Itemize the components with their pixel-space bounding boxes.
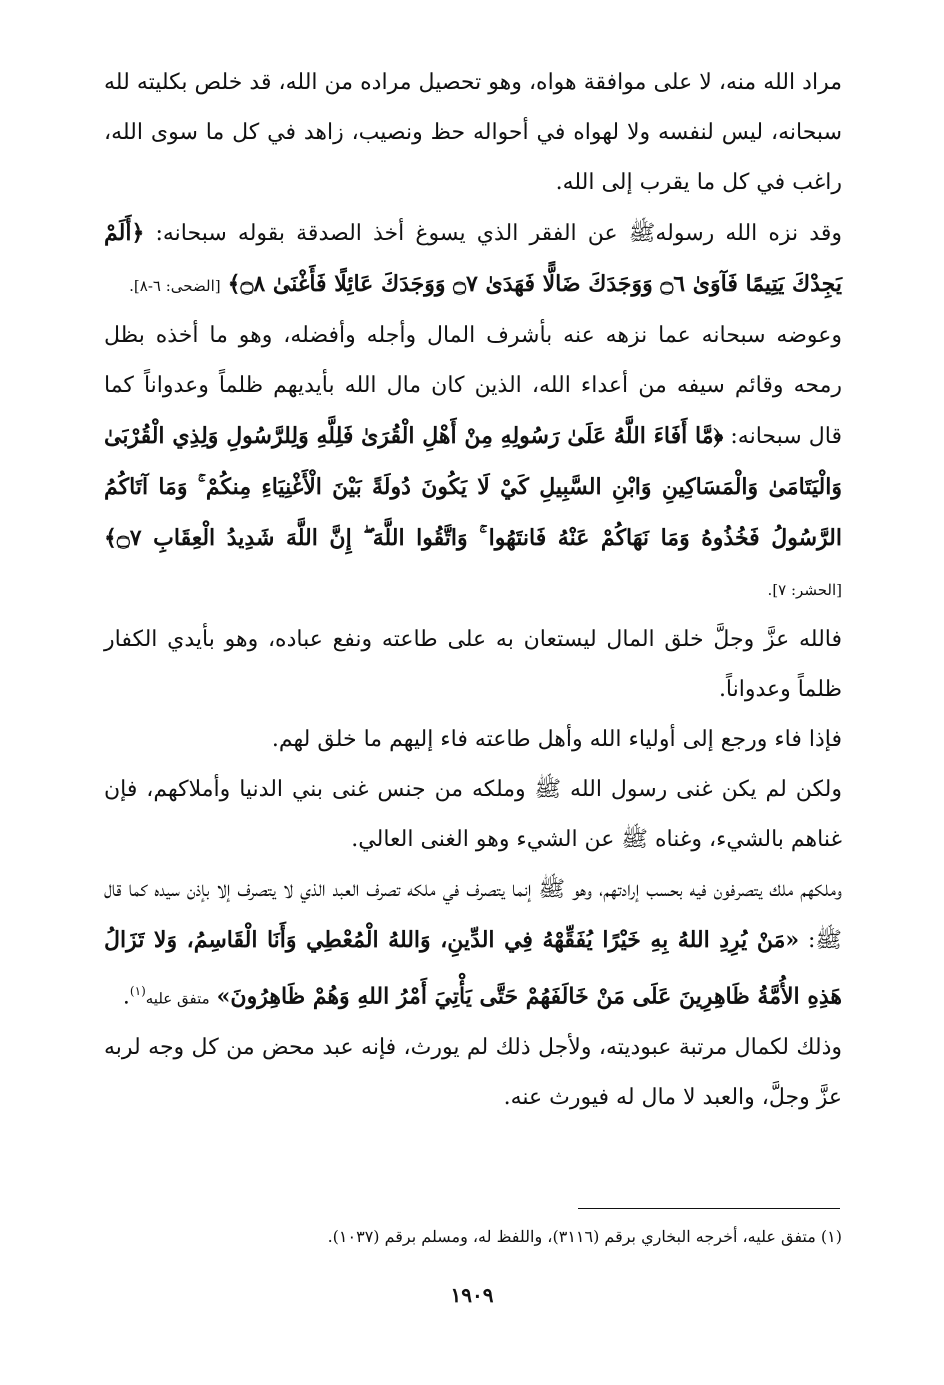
paragraph-3-text: وعوضه سبحانه عما نزهه عنه بأشرف المال وأجله وأفضله، وهو ما أخذه بظل رمحه وقائم سيفه من أعداء الله، الذين كان مال الله بأيديهم ظلماً وعدواناً كما قال سبحانه:: [104, 323, 842, 449]
verse-reference-duha: [الضحى: ٦-٨].: [129, 277, 221, 295]
paragraph-7: وملكهم ملك يتصرفون فيه بحسب إرادتهم، وهو ﷺ إنما يتصرف في ملكه تصرف العبد الذي لا يتصرف إلا بإذن سيده كما قال ﷺ: «مَنْ يُرِدِ اللهُ بِهِ خَيْرًا يُفَقِّهْهُ فِي الدِّينِ، وَاللهُ الْمُعْطِي وَأَنَا الْقَاسِمُ، وَلا تَزَالُ هَذِهِ الأُمَّةُ ظَاهِرِينَ عَلَى مَنْ خَالَفَهُمْ حَتَّى يَأْتِيَ أَمْرُ اللهِ وَهُمْ ظَاهِرُونَ» متفق عليه$^{(١)}$.: [104, 877, 843, 1010]
footnote-divider: [578, 1208, 840, 1209]
quran-verse-duha: ﴿أَلَمْ يَجِدْكَ يَتِيمًا فَآوَىٰ ۝٦ وَوَجَدَكَ ضَالًّا فَهَدَىٰ ۝٧ وَوَجَدَكَ عَائِلًا فَأَغْنَىٰ ۝٨﴾: [104, 220, 842, 297]
main-text: [104, 58, 842, 1123]
verse-reference-hashr: [الحشر: ٧].: [767, 581, 842, 599]
paragraph-8: وذلك لكمال مرتبة عبوديته، ولأجل ذلك لم يورث، فإنه عبد محض من كل وجه لربه عزَّ وجلَّ، والعبد لا مال له فيورث عنه.: [104, 1035, 842, 1111]
paragraph-2: [104, 208, 842, 311]
paragraph-6: ولكن لم يكن غنى رسول الله ﷺ وملكه من جنس غنى بني الدنيا وأملاكهم، فإن غناهم بالشيء، وغناه ﷺ عن الشيء وهو الغنى العالي.: [104, 777, 842, 852]
hadith-grading: متفق عليه: [145, 989, 210, 1008]
paragraph-2-text: وقد نزه الله رسولهﷺ عن الفقر الذي يسوغ أخذ الصدقة بقوله سبحانه:: [144, 221, 842, 246]
footnote-marker: (١): [129, 984, 146, 998]
paragraph-4: فالله عزَّ وجلَّ خلق المال ليستعان به على طاعته ونفع عباده، وهو بأيدي الكفار ظلماً وعدواناً.: [104, 627, 842, 702]
hadith-text: «مَنْ يُرِدِ اللهُ بِهِ خَيْرًا يُفَقِّهْهُ فِي الدِّينِ، وَاللهُ الْمُعْطِي وَأَنَا الْقَاسِمُ، وَلا تَزَالُ هَذِهِ الأُمَّةُ ظَاهِرِينَ عَلَى مَنْ خَالَفَهُمْ حَتَّى يَأْتِيَ أَمْرُ اللهِ وَهُمْ ظَاهِرُونَ»: [104, 927, 842, 1010]
paragraph-5: فإذا فاء ورجع إلى أولياء الله وأهل طاعته فاء إليهم ما خلق لهم.: [271, 727, 842, 752]
paragraph-3: [104, 311, 842, 615]
paragraph-1: مراد الله منه، لا على موافقة هواه، وهو تحصيل مراده من الله، قد خلص بكليته لله سبحانه، ليس لنفسه ولا لهواه في أحواله حظ ونصيب، زاهد في كل ما سوى الله، راغب في كل ما يقرب إلى الله.: [104, 70, 842, 195]
footnote: (١) متفق عليه، أخرجه البخاري برقم (٣١١٦)، واللفظ له، ومسلم برقم (١٠٣٧).: [327, 1227, 842, 1246]
page-number: ١٩٠٩: [450, 1283, 494, 1307]
quran-verse-hashr: ﴿مَّا أَفَاءَ اللَّهُ عَلَىٰ رَسُولِهِ مِنْ أَهْلِ الْقُرَىٰ فَلِلَّهِ وَلِلرَّسُولِ وَلِذِي الْقُرْبَىٰ وَالْيَتَامَىٰ وَالْمَسَاكِينِ وَابْنِ السَّبِيلِ كَيْ لَا يَكُونَ دُولَةً بَيْنَ الْأَغْنِيَاءِ مِنكُمْ ۚ وَمَا آتَاكُمُ الرَّسُولُ فَخُذُوهُ وَمَا نَهَاكُمْ عَنْهُ فَانتَهُوا ۚ وَاتَّقُوا اللَّهَ ۖ إِنَّ اللَّهَ شَدِيدُ الْعِقَابِ ۝٧﴾: [104, 423, 842, 551]
paragraph-7-text: وملكهم ملك يتصرفون فيه بحسب إرادتهم، وهو ﷺ إنما يتصرف في ملكه تصرف العبد الذي لا يتصرف إلا بإذن سيده كما قال ﷺ:: [104, 877, 843, 953]
